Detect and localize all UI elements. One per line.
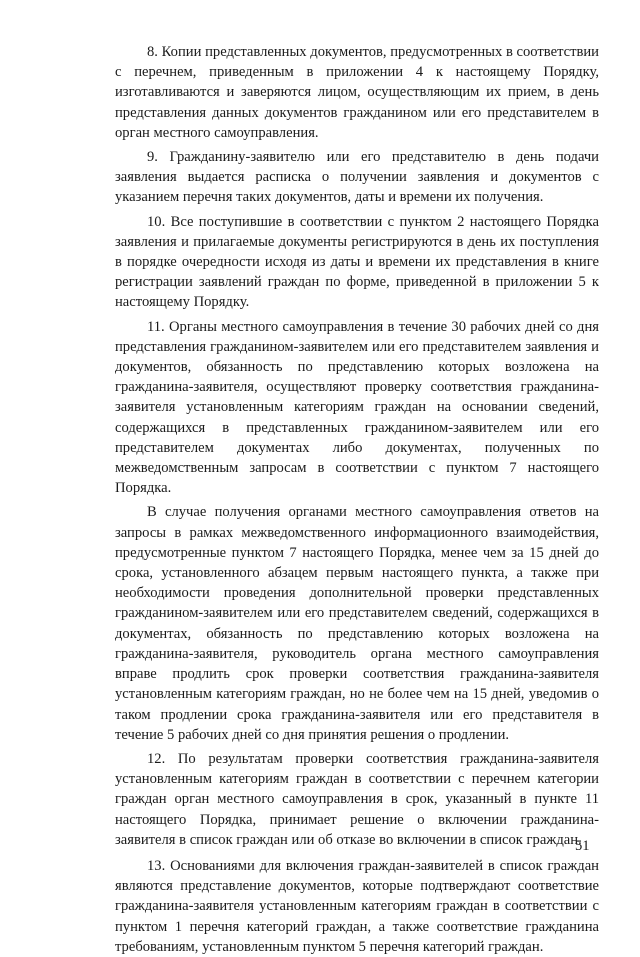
- document-body: [115, 42, 599, 957]
- paragraph-item-11: 11. Органы местного самоуправления в течение 30 рабочих дней со дня представления гражданином-заявителем или его представителем заявления и документов, обязанность по представлению которых возложена на гражданина-заявителя, осуществляют проверку соответствия гражданина-заявителя установленным категориям граждан на основании сведений, содержащихся в представленных гражданином-заявителем или его представителем документах либо документах, полученных по межведомственным запросам в соответствии с пунктом 7 настоящего Порядка.: [115, 318, 599, 497]
- paragraph-item-12: 12. По результатам проверки соответствия гражданина-заявителя установленным категориям граждан в соответствии с перечнем категории граждан орган местного самоуправления в срок, указанный в пункте 11 настоящего Порядка, принимает решение о включении гражданина-заявителя в список граждан или об отказе во включении в список граждан.: [115, 750, 599, 848]
- page-number: 51: [575, 838, 590, 854]
- paragraph-item-13: 13. Основаниями для включения граждан-заявителей в список граждан являются представление документов, которые подтверждают соответствие гражданина-заявителя установленным категориям граждан в соответствии с пунктом 1 перечня категорий граждан, а также соответствие гражданина требованиям, установленным пунктом 5 перечня категорий граждан.: [115, 857, 599, 955]
- paragraph-item-10: 10. Все поступившие в соответствии с пунктом 2 настоящего Порядка заявления и прилагаемые документы регистрируются в день их поступления в порядке очередности исходя из даты и времени их представления в книге регистрации заявлений граждан по форме, приведенной в приложении 5 к настоящему Порядку.: [115, 213, 599, 311]
- paragraph-item-9: 9. Гражданину-заявителю или его представителю в день подачи заявления выдается расписка о получении заявления и документов с указанием перечня таких документов, даты и времени их получения.: [115, 149, 599, 206]
- paragraph-item-8: 8. Копии представленных документов, предусмотренных в соответствии с перечнем, приведенным в приложении 4 к настоящему Порядку, изготавливаются и заверяются лицом, осуществляющим их прием, в день представления данных документов гражданином или его представителем в орган местного самоуправления.: [115, 44, 599, 141]
- paragraph-item-11-continued: В случае получения органами местного самоуправления ответов на запросы в рамках межведомственного информационного взаимодействия, предусмотренные пунктом 7 настоящего Порядка, менее чем за 15 дней до срока, установленного абзацем первым настоящего пункта, а также при необходимости проведения дополнительной проверки представленных гражданином-заявителем или его представителем сведений, содержащихся в документах, обязанность по представлению которых возложена на гражданина-заявителя, руководитель органа местного самоуправления вправе продлить срок проверки соответствия гражданина-заявителя установленным категориям граждан, но не более чем на 15 дней, уведомив о таком продлении срока гражданина-заявителя или его представителя в течение 5 рабочих дней со дня принятия решения о продлении.: [115, 504, 599, 743]
